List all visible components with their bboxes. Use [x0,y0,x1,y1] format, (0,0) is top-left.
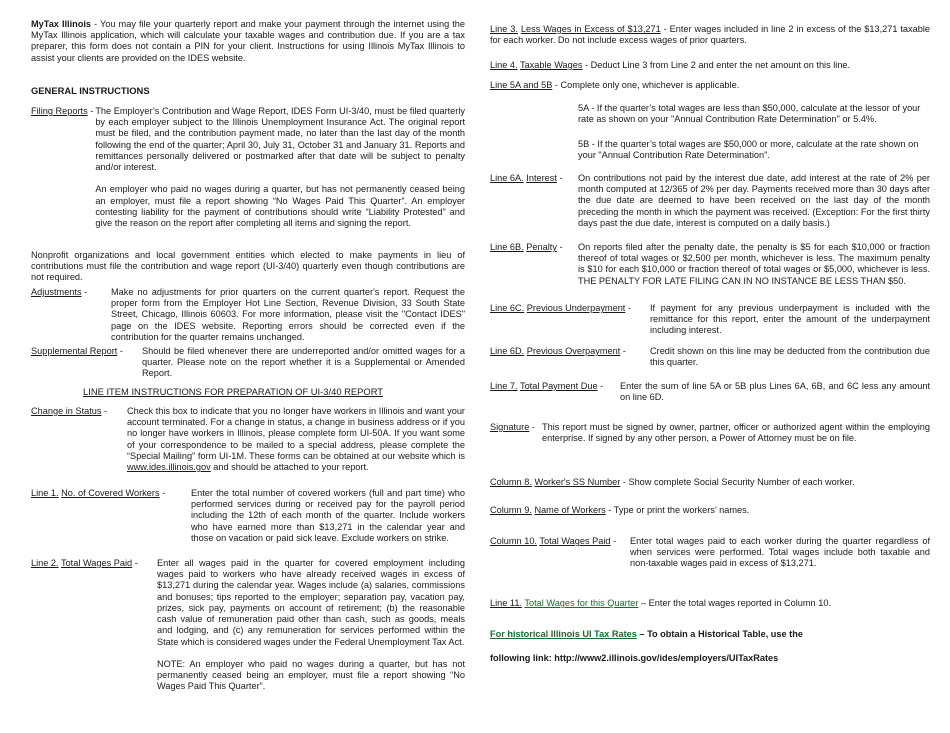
line11-label[interactable]: Total Wages for this Quarter [524,598,639,608]
intro-paragraph [31,19,465,64]
line5-text: Complete only one, whichever is applicable. [560,80,740,90]
change-status-text: Check this box to indicate that you no longer have workers in Illinois and want your account terminated. For a change in status, a change in business address or if you no longer have workers in Illinois, please complete form UI-50A. If you want some of your correspondence to be mailed to a special address, please complete the “Special Mailing” form UI-1M. These forms can be obtained at our website which is www.ides.illinois.gov and should be attached to your report. [127,406,465,473]
filing-reports-para1: The Employer’s Contribution and Wage Report, IDES Form UI-3/40, must be filed quarterly by each employer subject to the Illinois Unemployment Insurance Act. The original report must be filed, and the contribution payment made, no later than the last day of the month following the end of the quarter; April 30, July 31, October 31 and January 31. Reports and remittances personally delivered or postmarked after that date will be subject to penalty and/or interest. [95,106,465,173]
ides-website-link[interactable]: www.ides.illinois.gov [127,462,211,473]
line6d-section: Line 6D. Previous Overpayment - Credit shown on this line may be deducted from the contribution due this quarter. [490,346,930,368]
line2-text: Enter all wages paid in the quarter for covered employment including wages paid to workers who have already received wages in excess of $13,271 during the calendar year. Wages include (a) salaries, commissions and bonuses; tips reported to the employer; separation pay, vacation pay, prizes, sick pay, payments on account of retirement; (b) the reasonable cash value of remuneration paid other than cash, such as goods, meals and lodging, and (c) any remuneration for services performed within the State which is considered wages under the Federal Unemployment Tax Act. [157,558,465,647]
line6d-text: Credit shown on this line may be deducted from the contribution due this quarter. [650,346,930,368]
signature-section: Signature - This report must be signed by owner, partner, officer or authorized agent within the employing enterprise. If signed by any other person, a Power of Attorney must be on file. [490,422,930,444]
filing-reports-para2: An employer who paid no wages during a quarter, but has not permanently ceased being an employer, must file a report showing “No Wages Paid This Quarter”. An employer contesting liability for the payment of contributions should write “Liability Protested” and give the reason on the report after completing all items and signing the report. [95,184,465,228]
line5b-text: 5B - If the quarter’s total wages are $50,000 or more, calculate at the rate shown on your "Annual Contribution Rate Determination". [578,139,919,161]
line6b-section: Line 6B. Penalty - On reports filed after the penalty date, the penalty is $5 for each $10,000 or fraction thereof of total wages or $2,500 per month, whichever is less. The maximum penalty is $10 for each $10,000 or fraction thereof of total wages or $5,000, whichever is less. THE PENALTY FOR LATE FILING CAN IN NO INSTANCE BE LESS THAN $50. [490,242,930,286]
historical-rates-link[interactable]: For historical Illinois UI Tax Rates [490,629,637,639]
line6a-label: Interest [526,173,557,183]
line5a-text: 5A - If the quarter’s total wages are less than $50,000, calculate at the lessor of your rate as shown on your "Annual Contribution Rate Determination" or 5.4%. [578,103,921,125]
col9-text: Type or print the workers’ names. [613,505,750,515]
line1-text: Enter the total number of covered workers (full and part time) who performed services during or received pay for the payroll period including the 12th of each month of the quarter. Include workers who have earned more than $13,271 in the calendar year and those on vacation or paid sick leave. Exclude workers on strike. [191,488,465,543]
adjustments-label: Adjustments [31,287,82,297]
change-status-label: Change in Status [31,406,102,416]
line3-section: Line 3. Less Wages in Excess of $13,271 - Enter wages included in line 2 in excess of the $13,271 taxable for each worker. Do not include excess wages of prior quarters. [490,24,930,46]
line7-label: Total Payment Due [519,381,598,391]
col8-text: Show complete Social Security Number of each worker. [628,477,855,487]
col10-label: Total Wages Paid [539,536,611,546]
intro-text: - You may file your quarterly report and make your payment through the internet using the MyTax Illinois application, which will calculate your taxable wages and contribution due. If you are a tax preparer, this form does not contain a PIN for your client. Instructions for using Illinois MyTax Illinois to assist your clients are provided on the IDES website. [31,19,465,63]
line6d-label: Previous Overpayment [526,346,621,356]
historical-rates-url: following link: http://www2.illinois.gov/ides/employers/UITaxRates [490,653,779,663]
line2-section: Line 2. Total Wages Paid - Enter all wages paid in the quarter for covered employment including wages paid to workers who have already received wages in excess of $13,271 during the calendar year. Wages include (a) salaries, commissions and bonuses; tips reported to the employer; separation pay, vacation pay, prizes, sick pay, payments on account of retirement; (b) the reasonable cash value of remuneration paid other than cash, such as goods, meals and lodging, and (c) any remuneration for services performed within the State which is considered wages under the Federal Unemployment Tax Act. NOTE: An employer who paid no wages during a quarter, but has not permanently ceased being an employer, must file a report showing “No Wages Paid This Quarter”. [31,558,465,692]
col8-section: Column 8. Worker's SS Number - Show complete Social Security Number of each worker. [490,477,855,487]
supplemental-text: Should be filed whenever there are underreported and/or omitted wages for a quarter. Please note on the report whether it is a Supplemental or Amended Report. [142,346,465,379]
line7-text: Enter the sum of line 5A or 5B plus Lines 6A, 6B, and 6C less any amount on line 6D. [620,381,930,403]
line6c-text: If payment for any previous underpayment is included with the remittance for this report, enter the amount of the underpayment including interest. [650,303,930,336]
line6c-label: Previous Underpayment [526,303,626,313]
supplemental-label: Supplemental Report [31,346,118,356]
change-status-section: Change in Status - Check this box to indicate that you no longer have workers in Illinois and want your account terminated. For a change in status, a change in business address or if you no longer have workers in Illinois, please complete form UI-50A. If you want some of your correspondence to be mailed to a special address, please complete the “Special Mailing” form UI-1M. These forms can be obtained at our website which is www.ides.illinois.gov and should be attached to your report. [31,406,465,473]
line2-note: NOTE: An employer who paid no wages during a quarter, but has not permanently ceased being an employer, must file a report showing “No Wages Paid This Quarter”. [157,658,465,692]
line6a-text: On contributions not paid by the interest due date, add interest at the rate of 2% per month computed at 12/365 of 2% per day. Payments received more than 30 days after the due date are deemed to have been received on the last day of the month preceding the month in which the payment was received. (Exception: For the first thirty days past the due date, interest is computed on a daily basis.) [578,173,930,228]
intro-title: MyTax Illinois [31,19,92,29]
adjustments-text: Make no adjustments for prior quarters on the current quarter's report. Request the proper form from the Employer Hot Line Section, Revenue Division, 33 South State Street, Chicago, Illinois 60603. For more information, please visit the "Contact IDES" page on the IDES website. Reporting errors should be corrected even if the contribution for the quarter remains unchanged. [111,287,465,342]
line6b-label: Penalty [526,242,557,252]
line3-text: Enter wages included in line 2 in excess of the $13,271 taxable for each worker. Do not include excess wages of prior quarters. [490,24,930,46]
line1-label: No. of Covered Workers [61,488,160,498]
filing-reports-label: Filing Reports [31,106,88,116]
col8-label: Worker's SS Number [534,477,621,487]
line6c-section: Line 6C. Previous Underpayment - If payment for any previous underpayment is included with the remittance for this report, enter the amount of the underpayment including interest. [490,303,930,336]
line11-section: Line 11. Total Wages for this Quarter – Enter the total wages reported in Column 10. [490,598,831,608]
col10-section: Column 10. Total Wages Paid - Enter total wages paid to each worker during the quarter regardless of when services were performed. Total wages include both taxable and non-taxable wages paid in excess of $13,271. [490,536,930,569]
supplemental-section: Supplemental Report - Should be filed whenever there are underreported and/or omitted wages for a quarter. Please note on the report whether it is a Supplemental or Amended Report. [31,346,465,379]
general-instructions-heading: GENERAL INSTRUCTIONS [31,85,150,96]
line1-section: Line 1. No. of Covered Workers - Enter the total number of covered workers (full and part time) who performed services during or received pay for the payroll period including the 12th of each month of the quarter. Include workers who have earned more than $13,271 in the calendar year and those on vacation or paid sick leave. Exclude workers on strike. [31,488,465,543]
adjustments-section: Adjustments - Make no adjustments for prior quarters on the current quarter's report. Request the proper form from the Employer Hot Line Section, Revenue Division, 33 South State Street, Chicago, Illinois 60603. For more information, please visit the "Contact IDES" page on the IDES website. Reporting errors should be corrected even if the contribution for the quarter remains unchanged. [31,287,465,342]
signature-label: Signature [490,422,530,432]
line11-text: – Enter the total wages reported in Column 10. [638,598,831,608]
col9-label: Name of Workers [534,505,606,515]
signature-text: This report must be signed by owner, partner, officer or authorized agent within the employing enterprise. If signed by any other person, a Power of Attorney must be on file. [542,422,930,444]
historical-rates-line: For historical Illinois UI Tax Rates – To obtain a Historical Table, use the [490,629,803,639]
line5-label: Line 5A and 5B [490,80,553,90]
line-item-heading: LINE ITEM INSTRUCTIONS FOR PREPARATION OF UI-3/40 REPORT [83,386,384,397]
filing-reports-section: Filing Reports - The Employer’s Contribution and Wage Report, IDES Form UI-3/40, must be filed quarterly by each employer subject to the Illinois Unemployment Insurance Act. The original report must be filed, and the contribution payment made, no later than the last day of the month following the end of the quarter; April 30, July 31, October 31 and January 31. Reports and remittances personally delivered or postmarked after that date will be subject to penalty and/or interest. An employer who paid no wages during a quarter, but has not permanently ceased being an employer, must file a report showing “No Wages Paid This Quarter”. An employer contesting liability for the payment of contributions should write “Liability Protested” and give the reason on the report after completing all items and signing the report. [31,106,465,228]
line5-section: Line 5A and 5B - Complete only one, whichever is applicable. [490,80,740,90]
line3-label: Less Wages in Excess of $13,271 [520,24,661,34]
line6a-section: Line 6A. Interest - On contributions not paid by the interest due date, add interest at the rate of 2% per month computed at 12/365 of 2% per day. Payments received more than 30 days after the due date are deemed to have been received on the last day of the month preceding the month in which the payment was received. (Exception: For the first thirty days past the due date, interest is computed on a daily basis.) [490,173,930,228]
nonprofit-paragraph: Nonprofit organizations and local government entities which elected to make payments in lieu of contributions must file the contribution and wage report (UI-3/40) quarterly even though contributions are not required. [31,250,465,283]
line4-section: Line 4. Taxable Wages - Deduct Line 3 from Line 2 and enter the net amount on this line. [490,60,851,70]
line7-section: Line 7. Total Payment Due - Enter the sum of line 5A or 5B plus Lines 6A, 6B, and 6C less any amount on line 6D. [490,381,930,403]
line4-label: Taxable Wages [519,60,583,70]
line4-text: Deduct Line 3 from Line 2 and enter the net amount on this line. [590,60,851,70]
col10-text: Enter total wages paid to each worker during the quarter regardless of when services were performed. Total wages include both taxable and non-taxable wages paid in excess of $13,271. [630,536,930,569]
col9-section: Column 9. Name of Workers - Type or print the workers’ names. [490,505,750,515]
line6b-text: On reports filed after the penalty date, the penalty is $5 for each $10,000 or fraction thereof of total wages or $2,500 per month, whichever is less. The maximum penalty is $10 for each $10,000 or fraction thereof of total wages or $5,000, whichever is less. THE PENALTY FOR LATE FILING CAN IN NO INSTANCE BE LESS THAN $50. [578,242,930,286]
line2-label: Total Wages Paid [60,558,133,568]
